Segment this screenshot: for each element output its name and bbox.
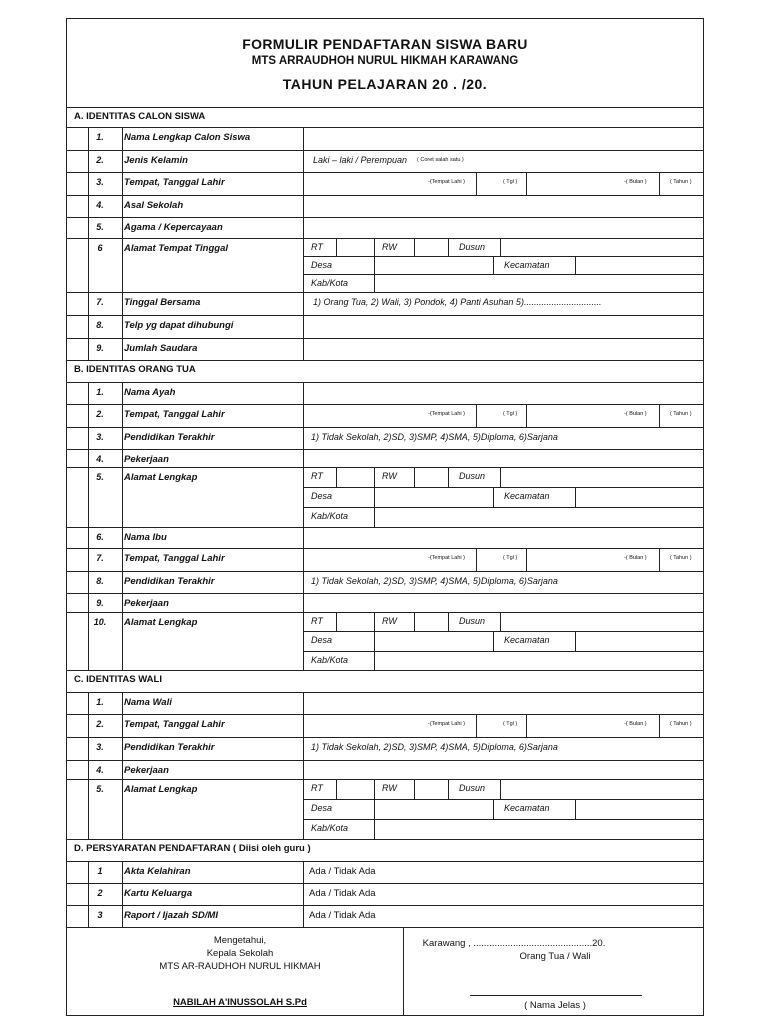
- birthplace-hint: -(Tempat Lahi ): [428, 721, 465, 727]
- signature-line: [470, 995, 642, 996]
- month-hint: -( Bulan ): [624, 411, 647, 417]
- rt-label: RT: [311, 783, 323, 793]
- table-rule: [374, 256, 375, 292]
- table-rule: [66, 593, 704, 594]
- table-rule: [493, 631, 494, 650]
- table-rule: [374, 779, 375, 799]
- rw-label: RW: [382, 616, 397, 626]
- field-label: Alamat Tempat Tinggal: [124, 243, 228, 254]
- table-rule: [66, 150, 704, 151]
- table-rule: [66, 217, 704, 218]
- table-rule: [575, 631, 576, 650]
- table-rule: [476, 714, 477, 737]
- table-rule: [526, 714, 527, 737]
- table-rule: [526, 172, 527, 195]
- table-rule: [303, 338, 304, 360]
- field-label: Agama / Kepercayaan: [124, 222, 223, 233]
- month-hint: -( Bulan ): [624, 179, 647, 185]
- table-rule: [500, 238, 501, 256]
- row-number: 3.: [96, 742, 104, 752]
- table-rule: [66, 692, 704, 693]
- table-rule: [414, 467, 415, 487]
- table-rule: [66, 883, 704, 884]
- table-rule: [66, 195, 704, 196]
- table-rule: [66, 467, 704, 468]
- table-rule: [303, 467, 304, 527]
- table-rule: [122, 861, 123, 883]
- table-rule: [336, 779, 337, 799]
- table-rule: [122, 737, 123, 760]
- table-rule: [500, 467, 501, 487]
- row-number: 10.: [93, 617, 107, 627]
- rw-label: RW: [382, 471, 397, 481]
- gender-options: Laki – laki / Perempuan: [313, 155, 408, 165]
- table-rule: [66, 905, 704, 906]
- table-rule: [303, 760, 304, 779]
- row-number: 1.: [96, 132, 104, 142]
- school-name: MTS ARRAUDHOH NURUL HIKMAH KARAWANG: [251, 55, 519, 67]
- table-rule: [526, 404, 527, 427]
- table-rule: [122, 292, 123, 315]
- table-rule: [66, 737, 704, 738]
- row-number: 5.: [96, 222, 104, 232]
- table-rule: [303, 404, 304, 427]
- table-rule: [66, 571, 704, 572]
- row-number: 5.: [96, 472, 104, 482]
- kecamatan-label: Kecamatan: [504, 260, 550, 270]
- table-rule: [303, 651, 704, 652]
- table-rule: [303, 548, 304, 571]
- table-rule: [122, 382, 123, 404]
- living-with-options: 1) Orang Tua, 2) Wali, 3) Pondok, 4) Panti Asuhan 5)...............................: [313, 297, 602, 307]
- birthplace-hint: -(Tempat Lahi ): [428, 411, 465, 417]
- field-label: Pekerjaan: [124, 765, 169, 776]
- table-rule: [476, 404, 477, 427]
- table-rule: [122, 315, 123, 338]
- field-label: Tinggal Bersama: [124, 297, 201, 308]
- kab-kota-label: Kab/Kota: [311, 654, 349, 665]
- table-rule: [66, 449, 704, 450]
- table-rule: [66, 238, 704, 239]
- table-rule: [303, 779, 304, 839]
- table-rule: [122, 338, 123, 360]
- table-rule: [659, 404, 660, 427]
- table-rule: [66, 382, 704, 383]
- principal-title: Kepala Sekolah: [206, 948, 274, 959]
- table-rule: [303, 217, 304, 238]
- year-hint: ( Tahun ): [670, 721, 692, 727]
- row-number: 2.: [96, 155, 104, 165]
- field-label: Akta Kelahiran: [124, 866, 191, 877]
- table-rule: [66, 714, 704, 715]
- birthplace-hint: -(Tempat Lahi ): [428, 179, 465, 185]
- kab-kota-label: Kab/Kota: [311, 511, 349, 521]
- table-rule: [66, 127, 704, 128]
- field-label: Pekerjaan: [124, 454, 169, 465]
- table-rule: [500, 779, 501, 799]
- row-number: 5.: [96, 784, 104, 794]
- kab-kota-label: Kab/Kota: [311, 823, 349, 833]
- section-b-title: B. IDENTITAS ORANG TUA: [74, 364, 196, 375]
- field-label: Tempat, Tanggal Lahir: [124, 409, 225, 420]
- rt-label: RT: [311, 471, 323, 481]
- table-rule: [303, 593, 304, 612]
- table-rule: [303, 127, 304, 150]
- year-hint: ( Tahun ): [670, 411, 692, 417]
- table-rule: [122, 692, 123, 714]
- row-number: 1.: [96, 387, 104, 397]
- section-d-title: D. PERSYARATAN PENDAFTARAN ( Diisi oleh guru ): [74, 843, 311, 854]
- table-rule: [122, 404, 123, 427]
- table-rule: [336, 612, 337, 631]
- row-number: 1.: [96, 697, 104, 707]
- field-label: Alamat Lengkap: [124, 784, 198, 795]
- table-rule: [122, 779, 123, 839]
- table-rule: [303, 507, 704, 508]
- table-rule: [66, 612, 704, 613]
- table-rule: [66, 404, 704, 405]
- table-rule: [122, 527, 123, 548]
- row-number: 8.: [96, 576, 104, 586]
- row-number: 4.: [96, 200, 104, 210]
- row-number: 2.: [96, 719, 104, 729]
- table-rule: [303, 819, 704, 820]
- field-label: Asal Sekolah: [124, 200, 184, 211]
- table-rule: [414, 779, 415, 799]
- table-rule: [122, 760, 123, 779]
- table-rule: [303, 714, 304, 737]
- table-rule: [374, 467, 375, 487]
- field-label: Tempat, Tanggal Lahir: [124, 177, 225, 188]
- field-label: Alamat Lengkap: [124, 617, 198, 628]
- table-rule: [448, 612, 449, 631]
- table-rule: [66, 670, 704, 671]
- table-rule: [122, 548, 123, 571]
- table-rule: [575, 799, 576, 819]
- row-number: 2: [97, 888, 103, 898]
- row-number: 3.: [96, 432, 104, 442]
- availability-options: Ada / Tidak Ada: [309, 888, 376, 899]
- row-number: 2.: [96, 409, 104, 419]
- table-rule: [374, 799, 375, 839]
- table-rule: [303, 238, 304, 292]
- year-hint: ( Tahun ): [670, 179, 692, 185]
- table-rule: [414, 238, 415, 256]
- desa-label: Desa: [311, 260, 333, 270]
- table-rule: [122, 449, 123, 467]
- rt-label: RT: [311, 242, 323, 252]
- table-rule: [303, 292, 304, 315]
- rw-label: RW: [382, 242, 397, 252]
- academic-year: TAHUN PELAJARAN 20 . /20.: [282, 76, 488, 92]
- dusun-label: Dusun: [459, 783, 486, 793]
- rt-label: RT: [311, 616, 323, 626]
- field-label: Jumlah Saudara: [124, 343, 198, 354]
- table-rule: [575, 256, 576, 274]
- table-rule: [374, 631, 375, 670]
- gender-note: ( Coret salah satu ): [417, 157, 464, 163]
- field-label: Alamat Lengkap: [124, 472, 198, 483]
- table-rule: [303, 737, 304, 760]
- table-rule: [122, 150, 123, 172]
- table-rule: [493, 487, 494, 507]
- row-number: 6: [97, 243, 103, 253]
- table-rule: [403, 927, 404, 1016]
- table-rule: [122, 571, 123, 593]
- dusun-label: Dusun: [459, 242, 486, 252]
- table-rule: [414, 612, 415, 631]
- birthplace-hint: -(Tempat Lahi ): [428, 555, 465, 561]
- table-rule: [122, 883, 123, 905]
- section-a-title: A. IDENTITAS CALON SISWA: [74, 111, 206, 122]
- table-rule: [66, 779, 704, 780]
- desa-label: Desa: [311, 491, 333, 501]
- rw-label: RW: [382, 783, 397, 793]
- table-rule: [122, 172, 123, 195]
- table-rule: [66, 839, 704, 840]
- table-rule: [303, 449, 304, 467]
- table-rule: [66, 861, 704, 862]
- table-rule: [66, 548, 704, 549]
- availability-options: Ada / Tidak Ada: [309, 866, 376, 877]
- table-rule: [122, 714, 123, 737]
- desa-label: Desa: [311, 635, 333, 646]
- field-label: Telp yg dapat dihubungi: [124, 320, 234, 331]
- field-label: Kartu Keluarga: [124, 888, 193, 899]
- education-options: 1) Tidak Sekolah, 2)SD, 3)SMP, 4)SMA, 5)Diploma, 6)Sarjana: [311, 432, 558, 442]
- field-label: Pendidikan Terakhir: [124, 576, 215, 587]
- row-number: 9.: [96, 343, 104, 353]
- table-rule: [336, 467, 337, 487]
- row-number: 3.: [96, 177, 104, 187]
- table-rule: [303, 274, 704, 275]
- table-rule: [122, 612, 123, 670]
- field-label: Pendidikan Terakhir: [124, 432, 215, 443]
- table-rule: [66, 527, 704, 528]
- table-rule: [476, 172, 477, 195]
- kecamatan-label: Kecamatan: [504, 635, 550, 646]
- education-options: 1) Tidak Sekolah, 2)SD, 3)SMP, 4)SMA, 5)Diploma, 6)Sarjana: [311, 742, 558, 752]
- table-rule: [303, 631, 704, 632]
- table-rule: [66, 338, 704, 339]
- table-rule: [122, 467, 123, 527]
- table-rule: [303, 799, 704, 800]
- table-rule: [374, 487, 375, 527]
- kecamatan-label: Kecamatan: [504, 491, 550, 501]
- table-rule: [66, 107, 704, 108]
- field-label: Nama Wali: [124, 697, 172, 708]
- kecamatan-label: Kecamatan: [504, 803, 550, 813]
- table-rule: [66, 172, 704, 173]
- guardian-label: Orang Tua / Wali: [519, 951, 591, 962]
- place-date-line: Karawang , .............................................20.: [422, 938, 606, 949]
- table-rule: [122, 127, 123, 150]
- table-rule: [303, 883, 304, 905]
- field-label: Tempat, Tanggal Lahir: [124, 719, 225, 730]
- table-rule: [303, 382, 304, 404]
- table-rule: [500, 612, 501, 631]
- table-rule: [303, 692, 304, 714]
- table-rule: [66, 427, 704, 428]
- field-label: Tempat, Tanggal Lahir: [124, 553, 225, 564]
- table-rule: [303, 150, 304, 172]
- table-rule: [659, 172, 660, 195]
- table-rule: [659, 548, 660, 571]
- table-rule: [303, 861, 304, 883]
- year-hint: ( Tahun ): [670, 555, 692, 561]
- table-rule: [66, 927, 704, 928]
- kab-kota-label: Kab/Kota: [311, 278, 349, 288]
- table-rule: [66, 760, 704, 761]
- table-rule: [575, 487, 576, 507]
- school-name-footer: MTS AR-RAUDHOH NURUL HIKMAH: [159, 961, 321, 972]
- row-number: 4.: [96, 454, 104, 464]
- table-rule: [303, 487, 704, 488]
- dusun-label: Dusun: [459, 616, 486, 626]
- table-rule: [122, 217, 123, 238]
- table-rule: [303, 905, 304, 927]
- table-rule: [526, 548, 527, 571]
- field-label: Raport / Ijazah SD/MI: [124, 910, 218, 921]
- field-label: Pekerjaan: [124, 598, 169, 609]
- row-number: 9.: [96, 598, 104, 608]
- day-hint: ( Tgl ): [503, 555, 518, 561]
- table-rule: [374, 612, 375, 631]
- field-label: Nama Lengkap Calon Siswa: [124, 132, 251, 143]
- table-rule: [303, 195, 304, 217]
- table-rule: [66, 292, 704, 293]
- row-number: 7.: [96, 553, 104, 563]
- day-hint: ( Tgl ): [503, 411, 518, 417]
- table-rule: [374, 238, 375, 256]
- availability-options: Ada / Tidak Ada: [309, 910, 376, 921]
- table-rule: [493, 256, 494, 274]
- table-rule: [303, 527, 304, 548]
- acknowledged-label: Mengetahui,: [213, 935, 267, 946]
- table-rule: [122, 238, 123, 292]
- row-number: 4.: [96, 765, 104, 775]
- month-hint: -( Bulan ): [624, 721, 647, 727]
- section-c-title: C. IDENTITAS WALI: [74, 674, 162, 685]
- table-rule: [476, 548, 477, 571]
- dusun-label: Dusun: [459, 471, 486, 481]
- row-number: 1: [97, 866, 103, 876]
- day-hint: ( Tgl ): [503, 179, 518, 185]
- table-rule: [122, 427, 123, 449]
- table-rule: [448, 467, 449, 487]
- field-label: Jenis Kelamin: [124, 155, 188, 166]
- form-title: FORMULIR PENDAFTARAN SISWA BARU: [242, 36, 528, 52]
- row-number: 3: [97, 910, 103, 920]
- table-rule: [493, 799, 494, 819]
- table-rule: [303, 172, 304, 195]
- row-number: 7.: [96, 297, 104, 307]
- table-rule: [122, 905, 123, 927]
- table-rule: [336, 238, 337, 256]
- desa-label: Desa: [311, 803, 333, 813]
- field-label: Pendidikan Terakhir: [124, 742, 215, 753]
- row-number: 6.: [96, 532, 104, 542]
- field-label: Nama Ibu: [124, 532, 167, 543]
- table-rule: [303, 256, 704, 257]
- table-rule: [303, 315, 304, 338]
- field-label: Nama Ayah: [124, 387, 176, 398]
- principal-name: NABILAH A'INUSSOLAH S.Pd: [173, 997, 307, 1008]
- guardian-name-label: ( Nama Jelas ): [524, 1000, 586, 1011]
- table-rule: [303, 612, 304, 670]
- education-options: 1) Tidak Sekolah, 2)SD, 3)SMP, 4)SMA, 5)Diploma, 6)Sarjana: [311, 576, 558, 586]
- table-rule: [122, 195, 123, 217]
- day-hint: ( Tgl ): [503, 721, 518, 727]
- table-rule: [122, 593, 123, 612]
- table-rule: [303, 427, 304, 449]
- month-hint: -( Bulan ): [624, 555, 647, 561]
- table-rule: [448, 238, 449, 256]
- table-rule: [659, 714, 660, 737]
- row-number: 8.: [96, 320, 104, 330]
- table-rule: [303, 571, 304, 593]
- table-rule: [66, 315, 704, 316]
- table-rule: [66, 360, 704, 361]
- table-rule: [448, 779, 449, 799]
